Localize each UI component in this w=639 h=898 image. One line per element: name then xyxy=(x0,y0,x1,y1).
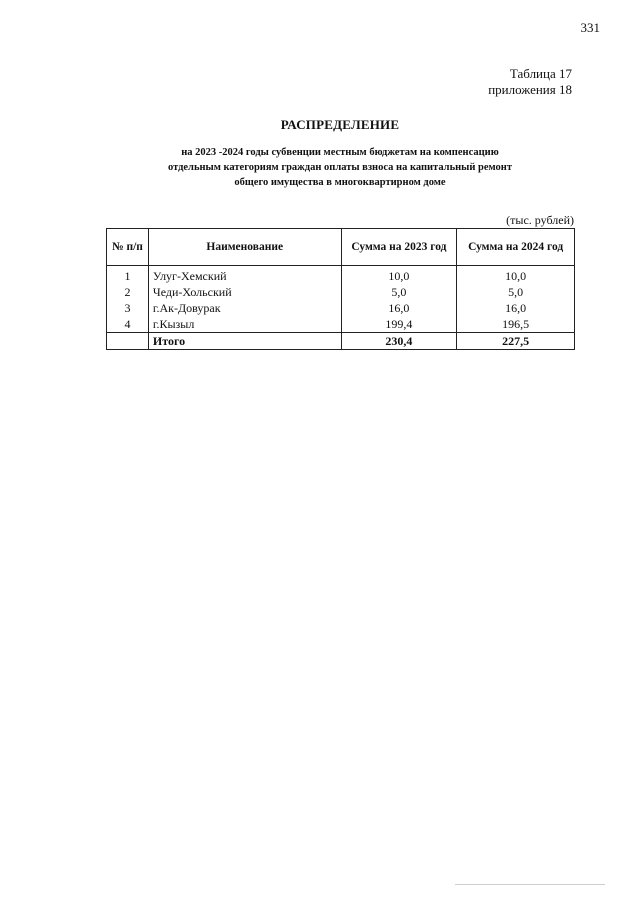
row-num: 4 xyxy=(107,316,149,333)
document-subtitle xyxy=(100,145,580,190)
row-value-2024: 5,0 xyxy=(457,284,575,300)
row-name: г.Кызыл xyxy=(148,316,341,333)
row-num: 3 xyxy=(107,300,149,316)
table-row xyxy=(107,316,575,333)
table-reference-line1: Таблица 17 xyxy=(509,66,572,81)
distribution-table xyxy=(106,228,575,350)
row-name: Улуг-Хемский xyxy=(148,266,341,285)
subtitle-line2: отдельным категориям граждан оплаты взноса на капитальный ремонт xyxy=(167,162,513,173)
table-header-row xyxy=(107,229,575,266)
header-2024: Сумма на 2024 год xyxy=(457,229,575,266)
header-2023: Сумма на 2023 год xyxy=(341,229,457,266)
table-reference-line2: приложения 18 xyxy=(488,82,572,97)
units-label: (тыс. рублей) xyxy=(506,213,574,227)
row-value-2023: 10,0 xyxy=(341,266,457,285)
row-value-2023: 16,0 xyxy=(341,300,457,316)
subtitle-line3: общего имущества в многоквартирном доме xyxy=(234,177,446,188)
row-name: г.Ак-Довурак xyxy=(148,300,341,316)
row-name: Чеди-Хольский xyxy=(148,284,341,300)
row-value-2023: 5,0 xyxy=(341,284,457,300)
table-total-row xyxy=(107,333,575,350)
table-row xyxy=(107,300,575,316)
header-name: Наименование xyxy=(148,229,341,266)
row-num: 2 xyxy=(107,284,149,300)
table-row xyxy=(107,284,575,300)
row-value-2024: 16,0 xyxy=(457,300,575,316)
row-value-2023: 199,4 xyxy=(341,316,457,333)
header-num: № п/п xyxy=(107,229,149,266)
row-value-2024: 196,5 xyxy=(457,316,575,333)
total-num-empty xyxy=(107,333,149,350)
footer-divider xyxy=(455,884,605,885)
table-reference xyxy=(400,66,572,98)
total-value-2024: 227,5 xyxy=(457,333,575,350)
subtitle-line1: на 2023 -2024 годы субвенции местным бюджетам на компенсацию xyxy=(181,147,499,158)
table-row xyxy=(107,266,575,285)
document-title: РАСПРЕДЕЛЕНИЕ xyxy=(280,117,400,132)
total-label: Итого xyxy=(148,333,341,350)
total-value-2023: 230,4 xyxy=(341,333,457,350)
row-value-2024: 10,0 xyxy=(457,266,575,285)
page-number: 331 xyxy=(580,20,600,35)
row-num: 1 xyxy=(107,266,149,285)
